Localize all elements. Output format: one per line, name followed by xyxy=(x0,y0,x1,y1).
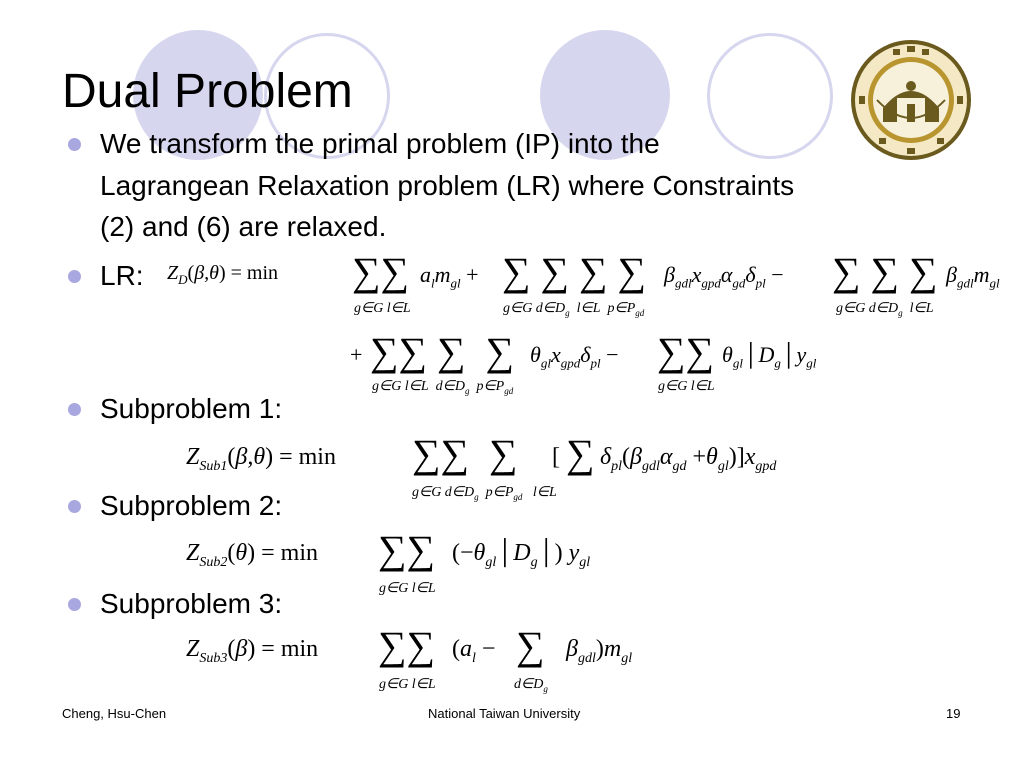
bullet-intro-line-1: We transform the primal problem (IP) into the xyxy=(100,128,660,159)
bullet-dot xyxy=(68,138,81,151)
bullet-dot xyxy=(68,598,81,611)
decor-circle-4 xyxy=(707,33,833,159)
footer-author: Cheng, Hsu-Chen xyxy=(62,706,167,721)
bullet-subproblem-2-label: Subproblem 2: xyxy=(100,490,283,521)
bullet-dot xyxy=(68,270,81,283)
bullet-dot xyxy=(68,403,81,416)
bullet-lr-label: LR: xyxy=(100,260,144,291)
footer-page-number: 19 xyxy=(946,706,961,721)
university-seal-icon xyxy=(849,38,973,162)
footer-institution: National Taiwan University xyxy=(428,706,581,721)
slide-title: Dual Problem xyxy=(62,65,353,118)
bullet-intro-line-2: Lagrangean Relaxation problem (LR) where Constraints xyxy=(100,170,795,201)
bullet-intro-line-3: (2) and (6) are relaxed. xyxy=(100,211,387,242)
bullet-subproblem-3-label: Subproblem 3: xyxy=(100,588,283,619)
bullet-subproblem-1-label: Subproblem 1: xyxy=(100,393,283,424)
bullet-dot xyxy=(68,500,81,513)
